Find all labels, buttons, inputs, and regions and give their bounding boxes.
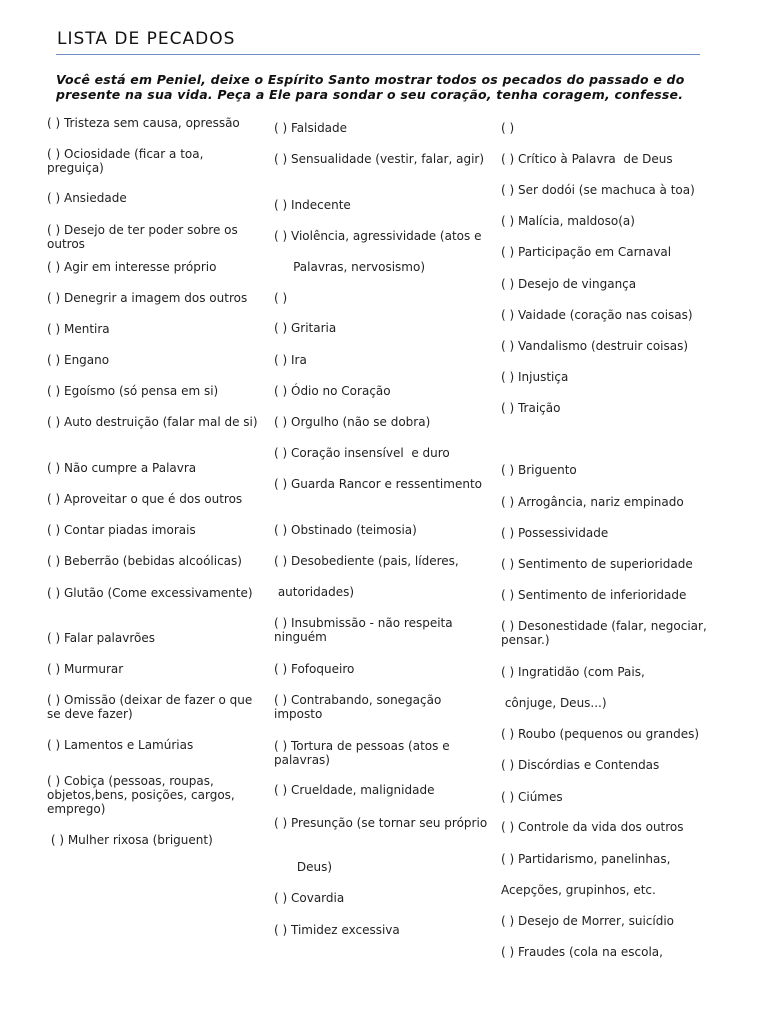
sin-list-item: ( ) Lamentos e Lamúrias <box>47 738 194 752</box>
sin-list-item: ( ) Indecente <box>274 198 351 212</box>
sin-list-item: ( ) Não cumpre a Palavra <box>47 461 197 475</box>
sin-list-item: ( ) Auto destruição (falar mal de si) <box>47 415 258 429</box>
sin-list-item: ( ) Gritaria <box>274 321 337 335</box>
sin-list-item: ( ) Guarda Rancor e ressentimento <box>274 477 482 491</box>
sin-list-item: ( ) Controle da vida dos outros <box>501 820 684 834</box>
sin-list-item: ( ) Murmurar <box>47 662 124 676</box>
sin-list-item: ( ) Aproveitar o que é dos outros <box>47 492 243 506</box>
sin-list-item: ( ) Possessividade <box>501 526 609 540</box>
sin-list-item: ( ) Crítico à Palavra de Deus <box>501 152 673 166</box>
sin-list-item: ( ) Beberrão (bebidas alcoólicas) <box>47 554 242 568</box>
sin-list-item: ( ) Falsidade <box>274 121 348 135</box>
sin-list-item: ( ) Roubo (pequenos ou grandes) <box>501 727 700 741</box>
sin-list-item: ( ) Participação em Carnaval <box>501 245 672 259</box>
sin-list-item: ( ) Sensualidade (vestir, falar, agir) <box>274 152 485 166</box>
sin-list-item: ( ) Sentimento de superioridade <box>501 557 693 571</box>
sin-list-item: ( ) Arrogância, nariz empinado <box>501 495 684 509</box>
sin-list-item: ( ) Falar palavrões <box>47 631 155 645</box>
sin-list-item: ( ) Contrabando, sonegação imposto <box>274 693 446 721</box>
sin-list-item: ( ) Desobediente (pais, líderes, <box>274 554 459 568</box>
sin-list-item: ( ) Briguento <box>501 463 577 477</box>
sin-list-item: ( ) Desejo de Morrer, suicídio <box>501 914 675 928</box>
sin-list-item: ( ) Ódio no Coração <box>274 384 391 398</box>
sin-list-item: ( ) Ira <box>274 353 307 367</box>
sin-list-item: ( ) Omissão (deixar de fazer o que se deve fazer) <box>47 693 257 721</box>
sin-list-item: Palavras, nervosismo) <box>274 260 426 274</box>
sin-list-item: Acepções, grupinhos, etc. <box>501 883 656 897</box>
sin-list-item: ( ) Injustiça <box>501 370 569 384</box>
sin-list-item: ( ) Timidez excessiva <box>274 923 400 937</box>
sin-list-item: ( ) Desejo de ter poder sobre os outros <box>47 223 242 251</box>
sin-list-item: ( ) Desonestidade (falar, negociar, pensar.) <box>501 619 711 647</box>
sin-list-item: ( ) Agir em interesse próprio <box>47 260 217 274</box>
sin-list-item: ( ) Tristeza sem causa, opressão <box>47 116 240 130</box>
sin-list-item: ( ) Covardia <box>274 891 345 905</box>
sin-list-item: ( ) Vandalismo (destruir coisas) <box>501 339 689 353</box>
sin-list-item: ( ) Discórdias e Contendas <box>501 758 660 772</box>
sin-list-item: ( ) Vaidade (coração nas coisas) <box>501 308 693 322</box>
sin-list-item: ( ) Engano <box>47 353 110 367</box>
sin-list-item: ( ) Ansiedade <box>47 191 127 205</box>
sin-list-item: ( ) Fofoqueiro <box>274 662 355 676</box>
sin-list-item: ( ) Glutão (Come excessivamente) <box>47 586 253 600</box>
sin-list-item: ( ) Ingratidão (com Pais, <box>501 665 645 679</box>
sin-list-item: ( ) Presunção (se tornar seu próprio <box>274 816 488 830</box>
sin-list-item: ( ) Orgulho (não se dobra) <box>274 415 431 429</box>
sin-list-item: ( ) Mentira <box>47 322 110 336</box>
sin-list-item: ( ) Violência, agressividade (atos e <box>274 229 482 243</box>
sin-list-item: ( ) Mulher rixosa (briguent) <box>47 833 213 847</box>
sin-list-item: ( ) Traição <box>501 401 561 415</box>
sin-list-item: ( ) Obstinado (teimosia) <box>274 523 417 537</box>
sin-list-item: ( ) Ser dodói (se machuca à toa) <box>501 183 695 197</box>
page-title: LISTA DE PECADOS <box>57 29 236 49</box>
sin-list-item: ( ) Desejo de vingança <box>501 277 637 291</box>
sin-list-item: Deus) <box>274 860 333 874</box>
sin-list-item: ( ) Fraudes (cola na escola, <box>501 945 663 959</box>
title-divider <box>56 54 700 55</box>
sin-list-item: ( ) Contar piadas imorais <box>47 523 196 537</box>
sin-list-item: ( ) Tortura de pessoas (atos e palavras) <box>274 739 454 767</box>
sin-list-item: ( ) Malícia, maldoso(a) <box>501 214 635 228</box>
sin-list-item: ( ) Cobiça (pessoas, roupas, objetos,bens, posições, cargos, emprego) <box>47 774 239 816</box>
sin-list-item: ( ) Egoísmo (só pensa em si) <box>47 384 219 398</box>
sin-list-item: ( ) Crueldade, malignidade <box>274 783 435 797</box>
sin-list-item: ( ) Ociosidade (ficar a toa, preguiça) <box>47 147 208 175</box>
sin-list-item: ( ) Ciúmes <box>501 790 563 804</box>
sin-list-item: ( ) Coração insensível e duro <box>274 446 450 460</box>
sin-list-item: ( ) Sentimento de inferioridade <box>501 588 687 602</box>
sin-list-item: ( ) Insubmissão - não respeita ninguém <box>274 616 457 644</box>
intro-paragraph: Você está em Peniel, deixe o Espírito Santo mostrar todos os pecados do passado e do presente na sua vida. Peça a Ele para sondar o seu coração, tenha coragem, confesse. <box>56 72 685 102</box>
sin-list-item: cônjuge, Deus...) <box>501 696 607 710</box>
sin-list-item: ( ) <box>274 291 288 305</box>
sin-list-item: ( ) <box>501 121 515 135</box>
sin-list-item: autoridades) <box>274 585 355 599</box>
sin-list-item: ( ) Denegrir a imagem dos outros <box>47 291 248 305</box>
sin-list-item: ( ) Partidarismo, panelinhas, <box>501 852 671 866</box>
